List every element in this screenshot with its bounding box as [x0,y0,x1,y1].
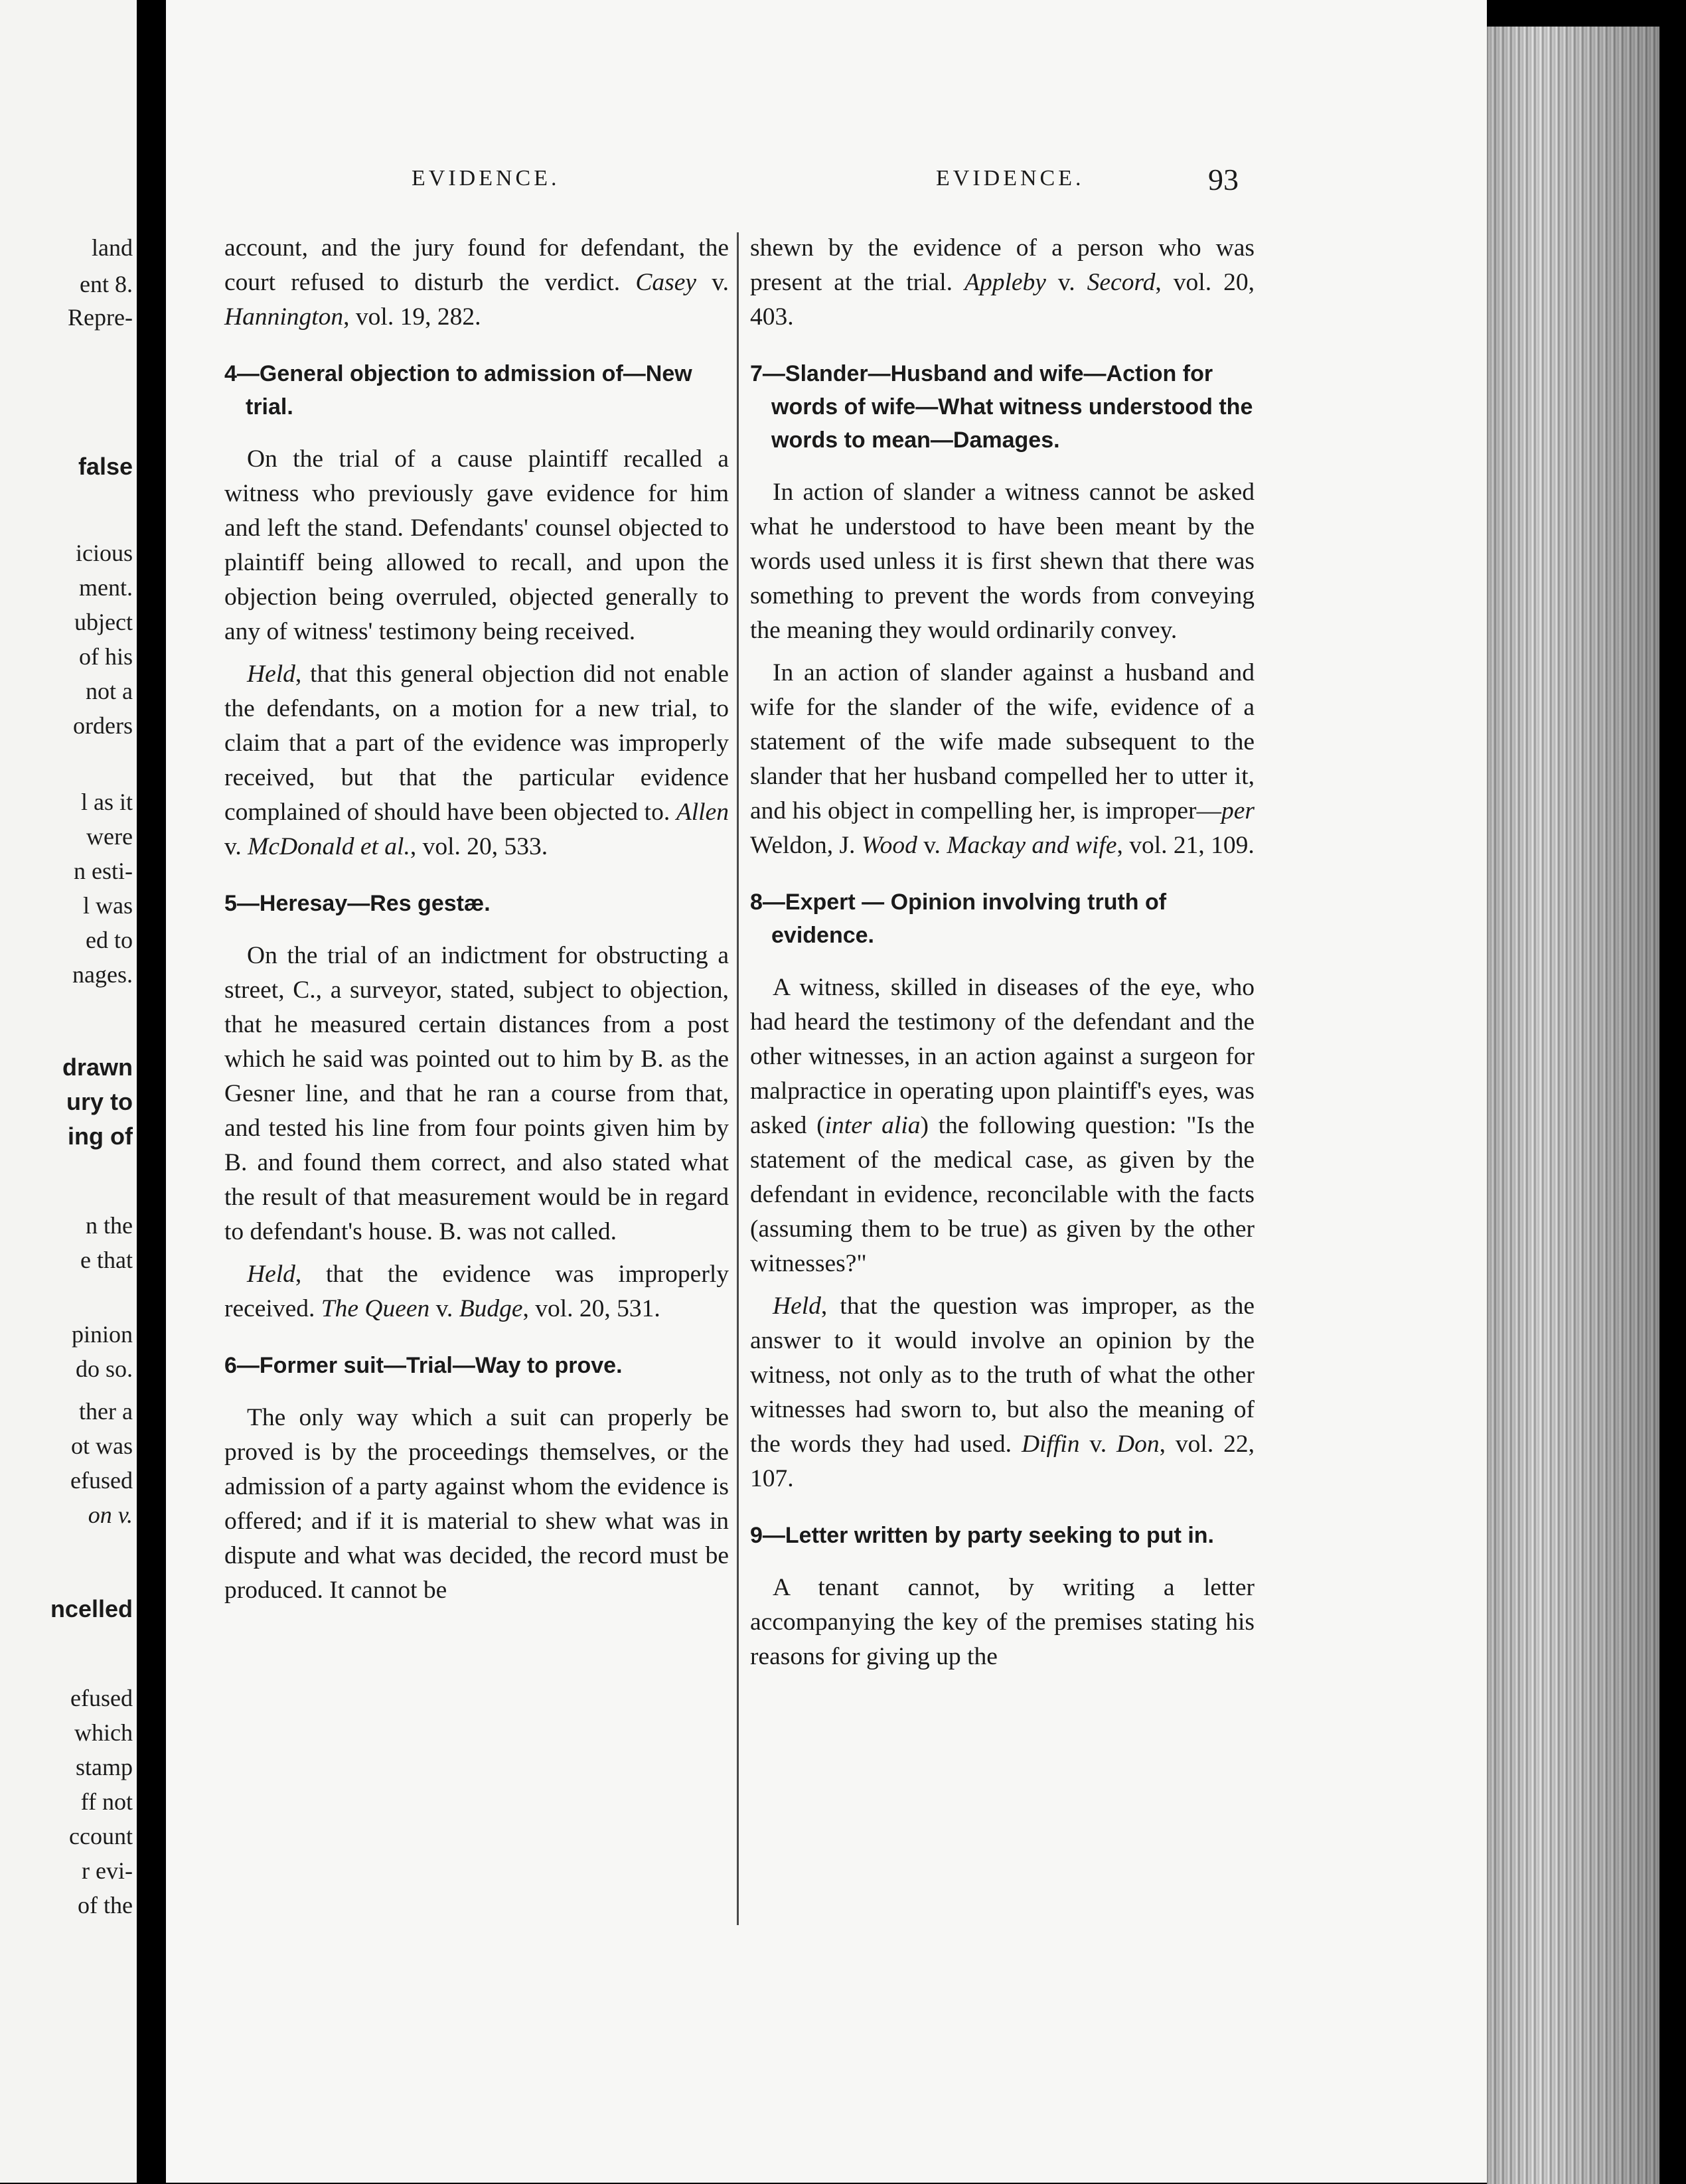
facing-page-text-fragment: n the [86,1212,133,1239]
facing-page-text-fragment: false [78,453,133,480]
facing-page-text-fragment: nages. [72,961,133,988]
facing-page-text-fragment: r evi- [82,1857,133,1884]
section-9-paragraph-1: A tenant cannot, by writing a letter accompanying the key of the premises stating his reasons for giving up the [750,1574,1255,1670]
facing-page-text-fragment: ther a [79,1398,133,1425]
facing-page-text-fragment: efused [70,1685,133,1711]
section-heading-6: 6—Former suit—Trial—Way to prove. [224,1353,623,1378]
case-party: Don [1116,1431,1160,1458]
case-name: Appleby [964,269,1046,296]
case-party: Mackay and wife [947,832,1117,859]
facing-page-text-fragment: ot was [71,1433,133,1459]
running-head-left: EVIDENCE. [412,166,560,191]
facing-page-text-fragment: pinion [71,1321,133,1348]
facing-page-text-fragment: l was [83,892,133,919]
column-divider [737,232,739,1925]
facing-page-text-fragment: do so. [75,1356,133,1382]
facing-page-text-fragment: n esti- [74,858,133,884]
facing-page-text-fragment: on v. [88,1502,133,1528]
section-4-paragraph-1: On the trial of a cause plaintiff recalled a witness who previously gave evidence for him and left the stand. Defendants' counsel objected to plaintiff being allowed to recall, and upon the objection being overruled, objected generally to any of witness' testimony being received. [224,445,729,645]
case-party: Hannington [224,303,344,331]
page-number: 93 [1208,163,1239,196]
facing-page-text-fragment: which [74,1719,133,1746]
facing-page-text-fragment: ff not [80,1788,133,1815]
facing-page-text-fragment: orders [73,712,133,739]
case-party: Budge [459,1295,523,1322]
facing-page-text-fragment: ury to [66,1088,133,1115]
facing-page-text-fragment: ccount [69,1823,133,1849]
case-name: The Queen [321,1295,430,1322]
right-column [750,231,1255,1674]
section-7-paragraph-2: In an action of slander against a husband and wife for the slander of the wife, evidence of a statement of the wife made subsequent to the slander that her husband compelled her to utter it, and his object in compelling her, is improper—per Weldon, J. Wood v. Mackay and wife, vol. 21, 109. [750,659,1255,859]
section-heading-4: 4—General objection to admission of—New trial. [224,361,692,420]
facing-page-text-fragment: icious [76,540,133,566]
facing-page-text-fragment: e that [80,1247,133,1273]
section-4-paragraph-2: Held, that this general objection did not enable the defendants, on a motion for a new trial, to claim that a part of the evidence was improperly received, but that the particular evidence complained of should have been objected to. Allen v. McDonald et al., vol. 20, 533. [224,661,729,860]
section-8-paragraph-2: Held, that the question was improper, as the answer to it would involve an opinion by the witness, not only as to the truth of what the other witnesses had sworn to, but also the meaning of the words they had used. Diffin v. Don, vol. 22, 107. [750,1292,1255,1492]
section-8-paragraph-1: A witness, skilled in diseases of the eye, who had heard the testimony of the defendant and the other witnesses, in an action against a surgeon for malpractice in operating upon plaintiff's eyes, was asked (inter alia) the following question: "Is the statement of the medical case, as given by the defendant in evidence, reconcilable with the facts (assuming them to be true) as given by the other witnesses?" [750,974,1255,1277]
case-name: Allen [676,799,729,826]
left-column [224,231,729,1608]
case-name: Diffin [1021,1431,1080,1458]
section-heading-9: 9—Letter written by party seeking to put in. [750,1523,1214,1548]
facing-page-text-fragment: ing of [68,1123,133,1150]
section-5-paragraph-2: Held, that the evidence was improperly received. The Queen v. Budge, vol. 20, 531. [224,1261,729,1322]
facing-page-text-fragment: ment. [79,574,133,601]
section-heading-5: 5—Heresay—Res gestæ. [224,891,491,916]
section-7-paragraph-1: In action of slander a witness cannot be asked what he understood to have been meant by the words used unless it is first shewn that there was something to prevent the words from conveying the meaning they would ordinarily convey. [750,479,1255,644]
continued-paragraph: account, and the jury found for defendant, the court refused to disturb the verdict. Casey v. Hannington, vol. 19, 282. [224,234,729,331]
facing-page-text-fragment: l as it [81,789,133,815]
section-heading-7: 7—Slander—Husband and wife—Action for words of wife—What witness understood the words to mean—Damages. [750,361,1253,453]
facing-page-text-fragment: efused [70,1467,133,1494]
case-party: McDonald et al. [248,833,410,860]
facing-page-text-fragment: were [86,823,133,850]
section-heading-8: 8—Expert — Opinion involving truth of evidence. [750,890,1167,948]
case-name: Wood [861,832,917,859]
facing-page-text-fragment: of his [79,643,133,670]
facing-page-text-fragment: land [92,234,133,261]
facing-page-text-fragment: ed to [86,927,133,953]
case-party: Secord [1087,269,1156,296]
facing-page-text-fragment: ent 8. [80,271,133,297]
facing-page-text-fragment: stamp [76,1754,133,1780]
facing-page-text-fragment: of the [78,1892,133,1918]
case-name: Casey [635,269,697,296]
section-5-paragraph-1: On the trial of an indictment for obstructing a street, C., a surveyor, stated, subject to objection, that he measured certain distances from a post which he said was pointed out to him by B. as the Gesner line, and that he ran a course from that, and tested his line from four points given him by B. and found them correct, and also stated what the result of that measurement would be in regard to defendant's house. B. was not called. [224,942,729,1245]
continued-paragraph: shewn by the evidence of a person who was present at the trial. Appleby v. Secord, vol. 20, 403. [750,234,1255,331]
section-6-paragraph-1: The only way which a suit can properly be proved is by the proceedings themselves, or the admission of a party against whom the evidence is offered; and if it is material to shew what was in dispute and what was decided, the record must be produced. It cannot be [224,1404,729,1604]
facing-page-text-fragment: drawn [62,1053,133,1081]
facing-page-text-fragment: ubject [74,609,133,635]
facing-page-fragment [0,0,137,2183]
facing-page-text-fragment: ncelled [50,1595,133,1622]
facing-page-text-fragment: not a [86,678,133,704]
running-head-right: EVIDENCE. [936,166,1085,191]
facing-page-text-fragment: Repre- [68,304,133,331]
